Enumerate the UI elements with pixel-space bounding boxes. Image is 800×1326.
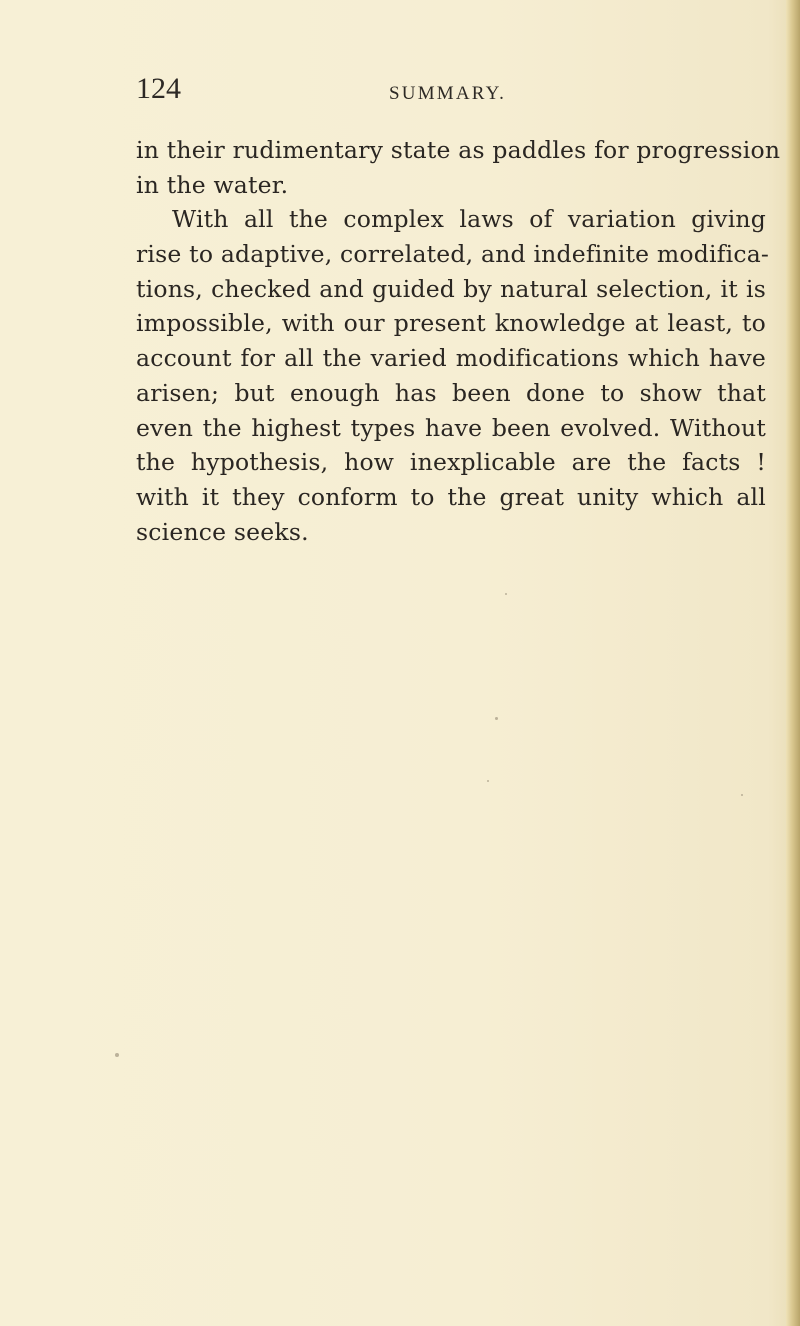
paper-fleck [487, 780, 489, 782]
paper-fleck [505, 593, 507, 595]
text-line: the hypothesis, how inexplicable are the facts ! [136, 448, 766, 477]
text-line: with it they conform to the great unity which all [136, 482, 766, 511]
paper-fleck [495, 717, 498, 720]
paragraph [136, 133, 781, 202]
running-head [136, 72, 756, 112]
text-line: science seeks. [136, 517, 309, 546]
body-text [136, 133, 781, 549]
paper-fleck [115, 1053, 119, 1057]
text-line: in the water. [136, 170, 289, 199]
text-line: arisen; but enough has been done to show that [136, 378, 766, 407]
paragraph [136, 202, 770, 549]
paper-fleck [741, 794, 743, 796]
text-line: impossible, with our present knowledge at least, to [136, 309, 766, 338]
page-number: 124 [136, 72, 181, 105]
text-line: account for all the varied modifications which have [136, 344, 766, 373]
text-line: in their rudimentary state as paddles for progression [136, 136, 781, 164]
text-line: even the highest types have been evolved. Without [136, 413, 766, 442]
text-line: tions, checked and guided by natural selection, it is [136, 274, 766, 303]
page-edge [786, 0, 800, 1326]
running-title: SUMMARY. [389, 83, 507, 104]
text-line: rise to adaptive, correlated, and indefinite modifica- [136, 240, 770, 269]
text-line: With all the complex laws of variation giving [172, 205, 766, 234]
